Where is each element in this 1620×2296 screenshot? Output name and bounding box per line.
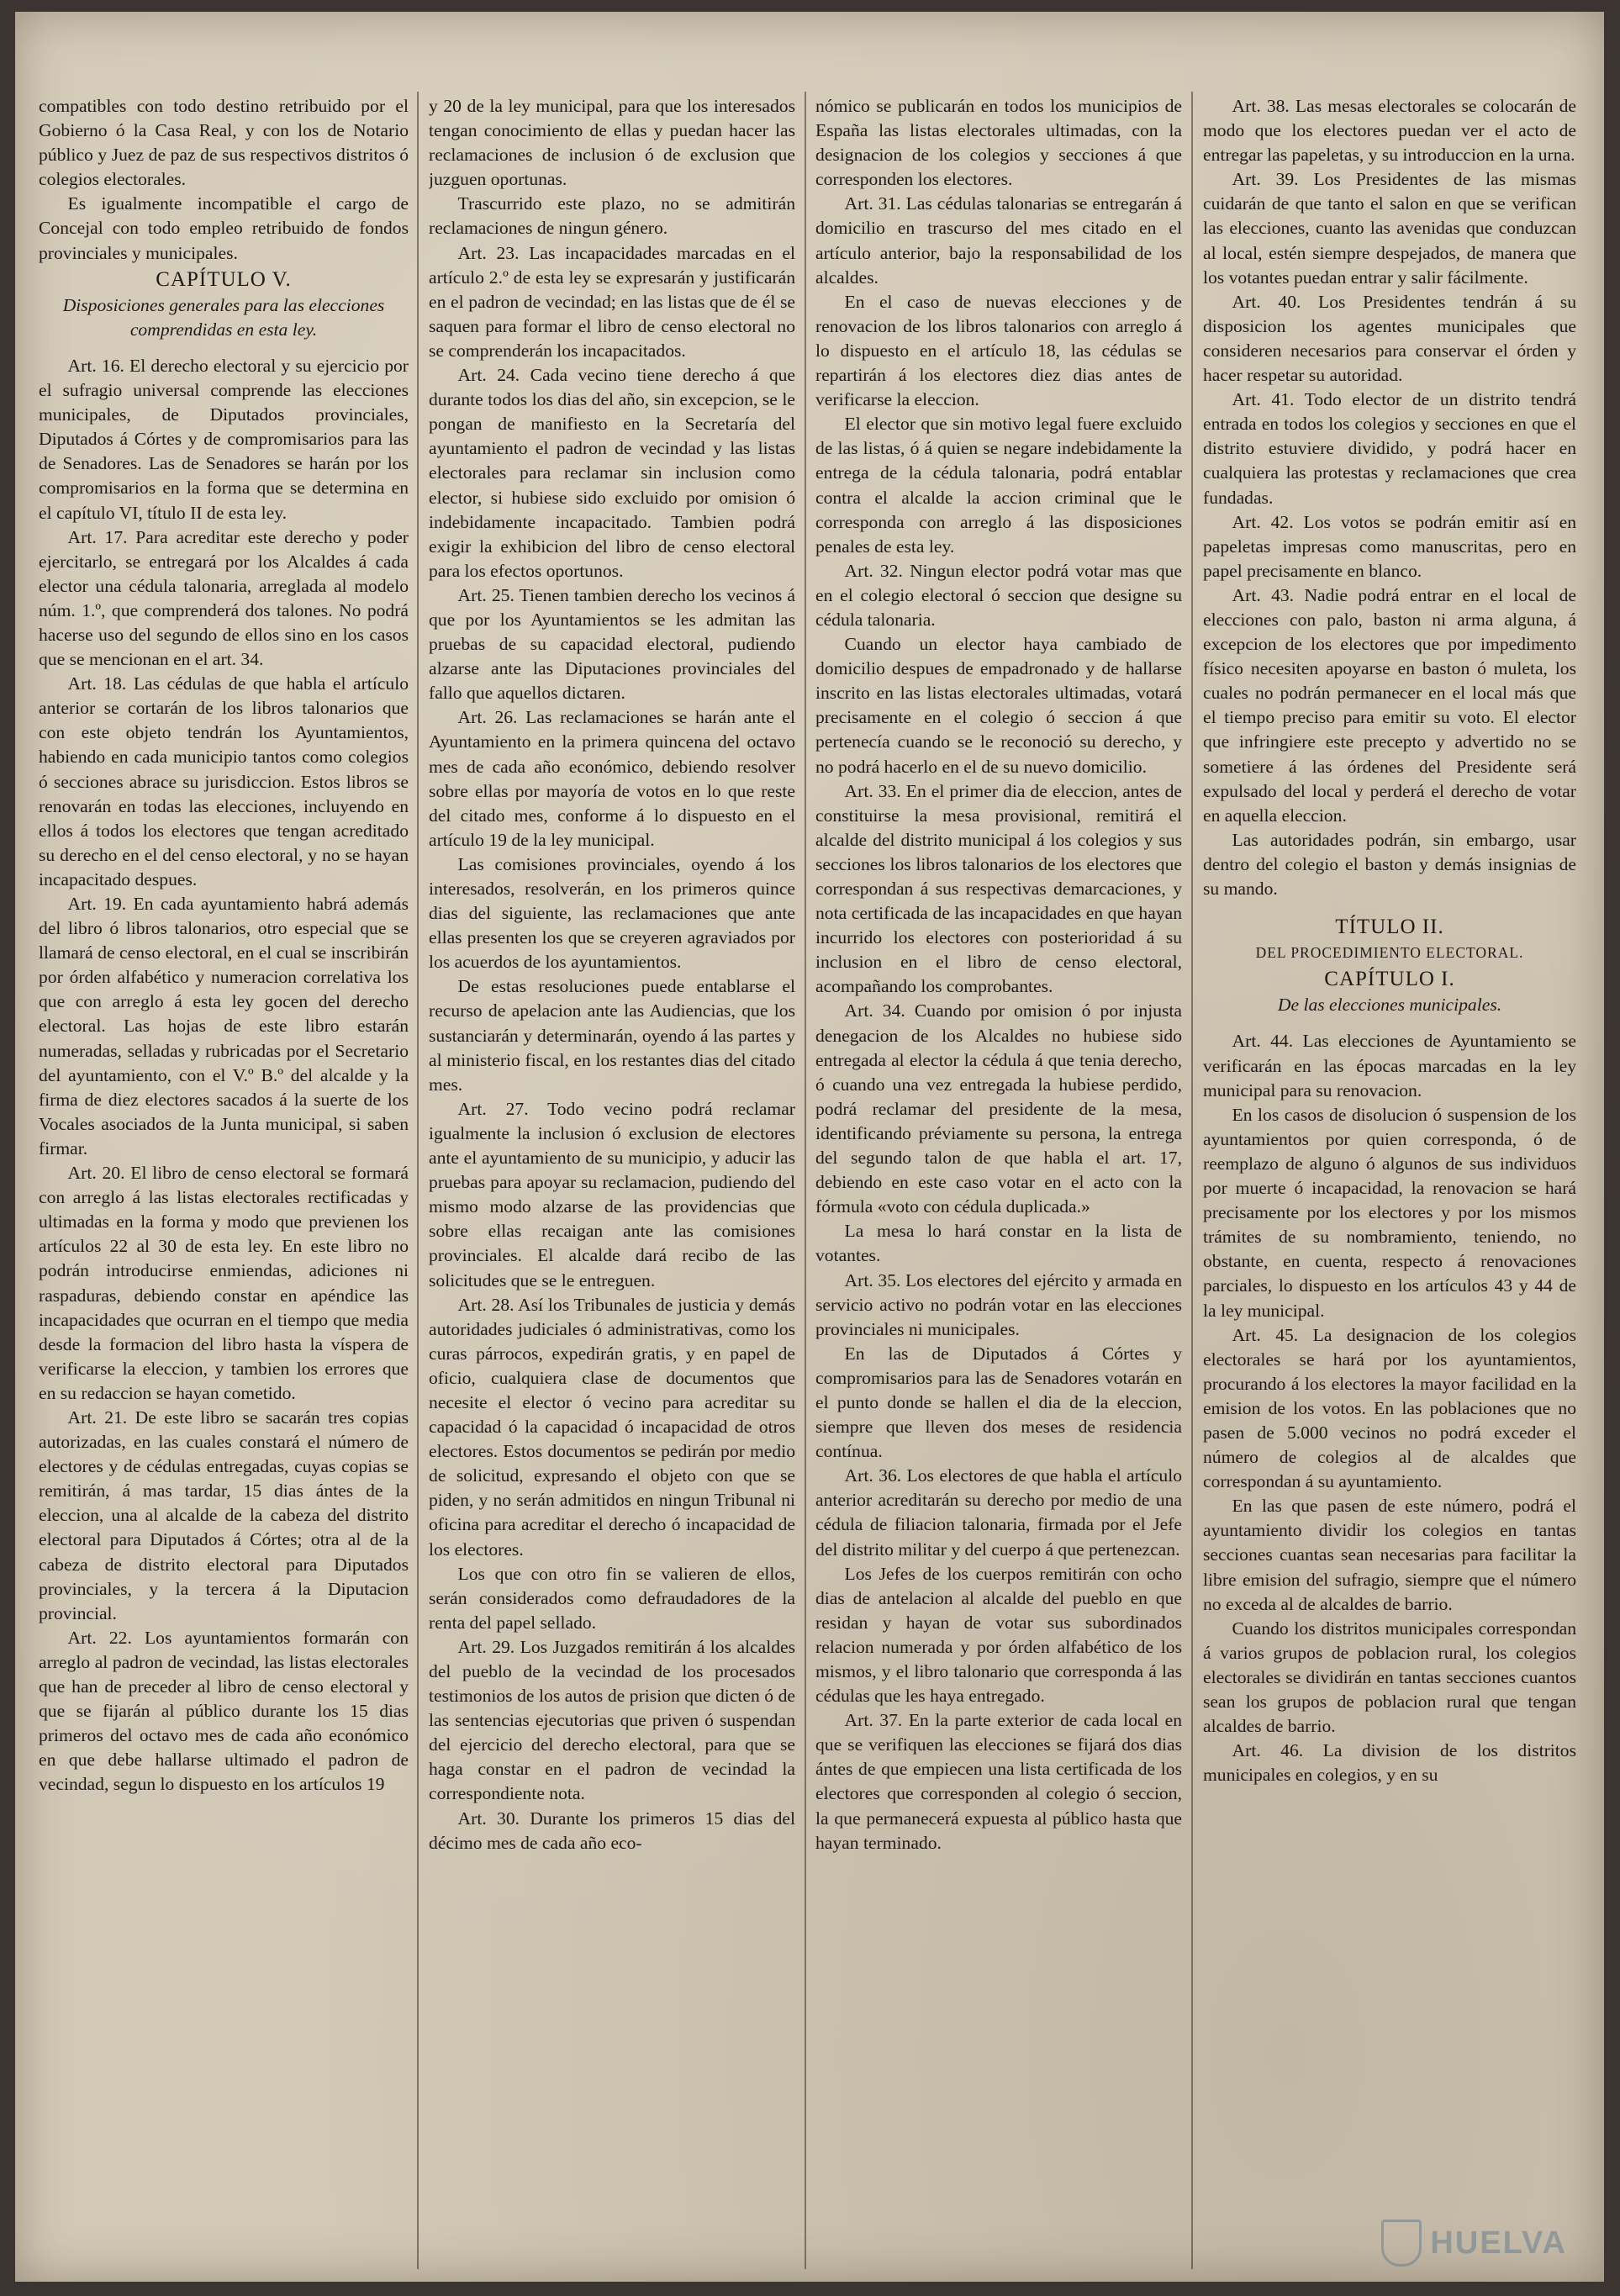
paragraph: Los Jefes de los cuerpos remitirán con ocho dias de antelacion al alcalde del pueblo en que residan y hayan de votar sus subordinados relacion numerada y por órden alfabético de los mismos, y el libro talonario que corresponda á las cédulas que les haya entregado.: [815, 1563, 1182, 1707]
paragraph: En las que pasen de este número, podrá el ayuntamiento dividir los colegios en tantas secciones cuantas sean necesarias para facilitar la libre emision del sufragio, siempre que el número no exceda al de alcaldes de barrio.: [1203, 1496, 1576, 1614]
paragraph: Art. 43. Nadie podrá entrar en el local de elecciones con palo, baston ni arma alguna, á excepcion de los electores que por impedimento físico necesiten apoyarse en baston ó muleta, los cuales no podrán permanecer en el local más que el tiempo preciso para emitir su voto. El elector que infringiere este precepto y advertido no se sometiere á las órdenes del Presidente será expulsado del local y perderá el derecho de votar en aquella eleccion.: [1203, 584, 1576, 826]
column-rule: [805, 92, 806, 2269]
text-column-3: [815, 94, 1182, 2267]
text-column-2: [429, 94, 795, 2267]
paragraph: Art. 45. La designacion de los colegios electorales se hará por los ayuntamientos, procurando á los electores la mayor facilidad en la emision de los votos. En las poblaciones que no pasen de 5.000 vecinos no podrá exceder el número de colegios al de alcaldes que correspondan á su ayuntamiento.: [1203, 1324, 1576, 1492]
paragraph: Art. 38. Las mesas electorales se colocarán de modo que los electores puedan ver el acto de entregar las papeletas, y su introduccion en la urna.: [1203, 96, 1576, 166]
paragraph: Art. 26. Las reclamaciones se harán ante el Ayuntamiento en la primera quincena del octavo mes de cada año económico, debiendo resolver sobre ellas por mayoría de votos en lo que reste del citado mes, conforme á lo dispuesto en el artículo 19 de la ley municipal.: [429, 707, 795, 850]
paragraph: Las comisiones provinciales, oyendo á los interesados, resolverán, en los primeros quince dias del siguiente, las reclamaciones que ante ellas presenten los que se creyeren agraviados por los acuerdos de los ayuntamientos.: [429, 853, 795, 973]
paragraph: En las de Diputados á Córtes y compromisarios para las de Senadores votarán en el punto donde se hallen el dia de la eleccion, siempre que lleven dos meses de residencia contínua.: [815, 1343, 1182, 1462]
paragraph: El elector que sin motivo legal fuere excluido de las listas, ó á quien se negare indebidamente la entrega de la cédula talonaria, podrá entablar contra el alcalde la accion criminal que le corresponda con arreglo á las disposiciones penales de esta ley.: [815, 414, 1182, 557]
paragraph: Art. 18. Las cédulas de que habla el artículo anterior se cortarán de los libros talonarios que con este objeto tendrán los Ayuntamientos, habiendo en cada municipio tantos como colegios ó secciones abrace su jurisdiccion. Estos libros se renovarán en todas las elecciones, incluyendo en ellos á todos los electores que tengan acreditado su derecho en el del censo electoral, y no se hayan incapacitado despues.: [39, 673, 409, 889]
spacer: [1203, 901, 1576, 913]
column-rule: [417, 92, 419, 2269]
text-column-4: [1203, 94, 1576, 2267]
paragraph: Art. 20. El libro de censo electoral se formará con arreglo á las listas electorales rectificadas y ultimadas en la forma y modo que previenen los artículos 22 al 30 de esta ley. En este libro no podrán introducirse enmiendas, adiciones ni raspaduras, debiendo constar en apéndice las incapacidades que ocurran en el tiempo que media desde la formacion del libro hasta la víspera de verificarse la eleccion, y tambien los errores que en su redaccion se hayan cometido.: [39, 1163, 409, 1403]
paragraph: Art. 30. Durante los primeros 15 dias del décimo mes de cada año eco-: [429, 1808, 795, 1853]
paragraph: Art. 42. Los votos se podrán emitir así en papeletas impresas como manuscritas, pero en papel precisamente en blanco.: [1203, 511, 1576, 581]
section-subheading: De las elecciones municipales.: [1277, 995, 1502, 1016]
paragraph: compatibles con todo destino retribuido por el Gobierno ó la Casa Real, y con los de Notario público y Juez de paz de sus respectivos distritos ó colegios electorales.: [39, 96, 409, 190]
paragraph: Art. 33. En el primer dia de eleccion, antes de constituirse la mesa provisional, remitirá el alcalde del distrito municipal á los colegios y sus secciones los libros talonarios de los electores que correspondan á sus respectivas demarcaciones, y nota certificada de las incapacidades en que hayan incurrido los electores con posterioridad á su inclusion en el libro de censo electoral, acompañando los comprobantes.: [815, 780, 1182, 997]
paragraph: Art. 34. Cuando por omision ó por injusta denegacion de los Alcaldes no hubiese sido entregada al elector la cédula á que tenia derecho, ó cuando una vez entregada la hubiese perdido, podrá reclamar del presidente de la mesa, identificando préviamente su persona, la entrega del segundo talon de que habla el art. 17, debiendo en este caso votar en el acto con la fórmula «voto con cédula duplicada.»: [815, 1000, 1182, 1217]
paragraph: Art. 31. Las cédulas talonarias se entregarán á domicilio en trascurso del mes citado en el artículo anterior, bajo la responsabilidad de los alcaldes.: [815, 193, 1182, 288]
paragraph: nómico se publicarán en todos los municipios de España las listas electorales ultimadas, con la designacion de los colegios y secciones á que corresponden los electores.: [815, 96, 1182, 190]
paragraph: Art. 29. Los Juzgados remitirán á los alcaldes del pueblo de la vecindad de los procesados testimonios de los autos de prision que dicten ó de las sentencias ejecutorias que priven ó suspendan del ejercicio del derecho electoral, para que se haga constar en el padron de vecindad la correspondiente nota.: [429, 1636, 795, 1804]
paragraph: Art. 35. Los electores del ejército y armada en servicio activo no podrán votar en las elecciones provinciales ni municipales.: [815, 1269, 1182, 1339]
column-rule: [1191, 92, 1193, 2269]
paragraph: Art. 37. En la parte exterior de cada local en que se verifiquen las elecciones se fijará dos dias ántes de que empiecen una lista certificada de los electores que corresponden al colegio ó seccion, la que permanecerá expuesta al público hasta que hayan terminado.: [815, 1710, 1182, 1853]
paragraph: Art. 23. Las incapacidades marcadas en el artículo 2.º de esta ley se expresarán y justificarán en el padron de vecindad; en las listas que de él se saquen para formar el libro de censo electoral no se comprenderán los incapacitados.: [429, 242, 795, 361]
paragraph: Art. 21. De este libro se sacarán tres copias autorizadas, en las cuales constará el número de electores y de cédulas entregadas, cuyas copias se remitirán, á mas tardar, 15 dias ántes de la eleccion, una al alcalde de la cabeza del distrito electoral para Diputados á Córtes; otra al de la cabeza de distrito electoral para Diputados provinciales, y la tercera á la Diputacion provincial.: [39, 1407, 409, 1623]
paragraph: Trascurrido este plazo, no se admitirán reclamaciones de ningun género.: [429, 193, 795, 239]
paragraph: Art. 24. Cada vecino tiene derecho á que durante todos los dias del año, sin excepcion, se le pongan de manifiesto en la Secretaría del ayuntamiento el padron de vecindad y las listas electorales para reclamar sin inclusion como elector, si hubiese sido excluido por omision ó indebidamente incapacitado. Tambien podrá exigir la exhibicion del libro de censo electoral para los efectos oportunos.: [429, 365, 795, 581]
paragraph: Las autoridades podrán, sin embargo, usar dentro del colegio el baston y demás insignias de su mando.: [1203, 829, 1576, 899]
paragraph: Art. 41. Todo elector de un distrito tendrá entrada en todos los colegios y secciones en que el distrito estuviere dividido, y podrá hacer en cualquiera las protestas y reclamaciones que crea fundadas.: [1203, 389, 1576, 508]
paragraph: Art. 46. La division de los distritos municipales en colegios, y en su: [1203, 1740, 1576, 1786]
section-subheading: Disposiciones generales para las elecciones comprendidas en esta ley.: [62, 294, 385, 340]
paragraph: Art. 19. En cada ayuntamiento habrá además del libro ó libros talonarios, otro especial que se llamará de censo electoral, en el cual se inscribirán por órden alfabético y numeracion correlativa los que con arreglo á esta ley gocen del derecho electoral. Las hojas de este libro estarán numeradas, selladas y rubricadas por el Secretario del ayuntamiento, con el V.º B.º del alcalde y la firma de diez electores sacados á la suerte de los Vocales asociados de la Junta municipal, si saben firmar.: [39, 894, 409, 1159]
shield-icon: [1381, 2219, 1422, 2267]
paragraph: Art. 25. Tienen tambien derecho los vecinos á que por los Ayuntamientos se les admitan las pruebas de su capacidad electoral, pudiendo alzarse ante las Diputaciones provinciales del fallo que aquellos dictaren.: [429, 584, 795, 704]
paragraph: Art. 17. Para acreditar este derecho y poder ejercitarlo, se entregará por los Alcaldes á cada elector una cédula talonaria, arreglada al modelo núm. 1.º, que comprenderá dos talones. No podrá hacerse uso del segundo de ellos sino en los casos que se mencionan en el art. 34.: [39, 526, 409, 670]
section-heading: TÍTULO II.: [1335, 916, 1444, 939]
title-subheading: DEL PROCEDIMIENTO ELECTORAL.: [1255, 944, 1524, 962]
paragraph: Cuando los distritos municipales correspondan á varios grupos de poblacion rural, los colegios electorales se dividirán en tantas secciones cuantos sean los grupos de poblacion rural que tengan alcaldes de barrio.: [1203, 1618, 1576, 1737]
section-heading: CAPÍTULO V.: [156, 267, 292, 291]
paragraph: En el caso de nuevas elecciones y de renovacion de los libros talonarios con arreglo á lo dispuesto en el artículo 18, las cédulas se repartirán á los electores diez dias antes de verificarse la eleccion.: [815, 291, 1182, 410]
paragraph: Art. 22. Los ayuntamientos formarán con arreglo al padron de vecindad, las listas electorales que han de preceder al libro de censo electoral y que se fijarán al público durante los 15 dias primeros del octavo mes de cada año económico en que debe hallarse ultimado el padron de vecindad, segun lo dispuesto en los artículos 19: [39, 1627, 409, 1795]
paragraph: Art. 40. Los Presidentes tendrán á su disposicion los agentes municipales que consideren necesarios para conservar el órden y hacer respetar su autoridad.: [1203, 291, 1576, 386]
paragraph: y 20 de la ley municipal, para que los interesados tengan conocimiento de ellas y puedan hacer las reclamaciones de inclusion ó de exclusion que juzguen oportunas.: [429, 96, 795, 190]
text-column-1: [39, 94, 409, 2267]
paragraph: Art. 27. Todo vecino podrá reclamar igualmente la inclusion ó exclusion de electores ante el ayuntamiento de su municipio, y aducir las pruebas para apoyar su reclamacion, pudiendo del mismo modo alzarse de las providencias que sobre ellas recaigan ante las comisiones provinciales. El alcalde dará recibo de las solicitudes que se le entreguen.: [429, 1098, 795, 1291]
paragraph: Art. 32. Ningun elector podrá votar mas que en el colegio electoral ó seccion que designe su cédula talonaria.: [815, 560, 1182, 630]
paragraph: Los que con otro fin se valieren de ellos, serán considerados como defraudadores de la renta del papel sellado.: [429, 1563, 795, 1633]
paragraph: Cuando un elector haya cambiado de domicilio despues de empadronado y de hallarse inscrito en las listas electorales ultimadas, votará precisamente en el colegio ó seccion á que pertenecía cuando se le reconoció su derecho, y no podrá hacerlo en el de su nuevo domicilio.: [815, 634, 1182, 777]
paragraph: De estas resoluciones puede entablarse el recurso de apelacion ante las Audiencias, que los sustanciarán y determinarán, oyendo á las partes y al ministerio fiscal, en los restantes dias del citado mes.: [429, 976, 795, 1095]
spacer: [39, 342, 409, 354]
paragraph: Art. 28. Así los Tribunales de justicia y demás autoridades judiciales ó administrativas, como los curas párrocos, expedirán gratis, y en papel de oficio, cualquiera clase de documentos que necesite el elector ó vecino para acreditar su capacidad ó la capacidad ó incapacidad de otros electores. Estos documentos se pedirán por medio de solicitud, expresando el objeto con que se piden, y no serán admitidos en ningun Tribunal ni oficina para acreditar el derecho ó incapacidad de los electores.: [429, 1294, 795, 1560]
paragraph: Art. 44. Las elecciones de Ayuntamiento se verificarán en las épocas marcadas en la ley municipal para su renovacion.: [1203, 1031, 1576, 1100]
paragraph: En los casos de disolucion ó suspension de los ayuntamientos por quien corresponda, ó de reemplazo de alguno ó algunos de sus individuos por muerte ó incapacidad, la renovacion se hará precisamente por los electores y por los mismos trámites de su nombramiento, teniendo, no obstante, en cuenta, respecto á renovaciones parciales, lo dispuesto en los artículos 43 y 44 de la ley municipal.: [1203, 1104, 1576, 1321]
spacer: [1203, 1017, 1576, 1029]
paragraph: Art. 39. Los Presidentes de las mismas cuidarán de que tanto el salon en que se verifican las elecciones, cuanto las avenidas que conduzcan al local, estén siempre despejados, de manera que los votantes puedan entrar y salir fácilmente.: [1203, 169, 1576, 288]
paragraph: Art. 36. Los electores de que habla el artículo anterior acreditarán su derecho por medio de una cédula de filiacion talonaria, firmada por el Jefe del distrito militar y del cuerpo á que pertenezcan.: [815, 1465, 1182, 1560]
paragraph: Es igualmente incompatible el cargo de Concejal con todo empleo retribuido de fondos provinciales y municipales.: [39, 193, 409, 263]
watermark-text: HUELVA: [1430, 2225, 1567, 2261]
newspaper-page: [15, 12, 1604, 2282]
archive-watermark: [1381, 2219, 1567, 2267]
paragraph: Art. 16. El derecho electoral y su ejercicio por el sufragio universal comprende las elecciones municipales, de Diputados provinciales, Diputados á Córtes y de compromisarios para las de Senadores. Las de Senadores se harán por los compromisarios en la forma que se determina en el capítulo VI, título II de esta ley.: [39, 355, 409, 523]
paragraph: La mesa lo hará constar en la lista de votantes.: [815, 1221, 1182, 1266]
section-heading: CAPÍTULO I.: [1324, 968, 1455, 991]
